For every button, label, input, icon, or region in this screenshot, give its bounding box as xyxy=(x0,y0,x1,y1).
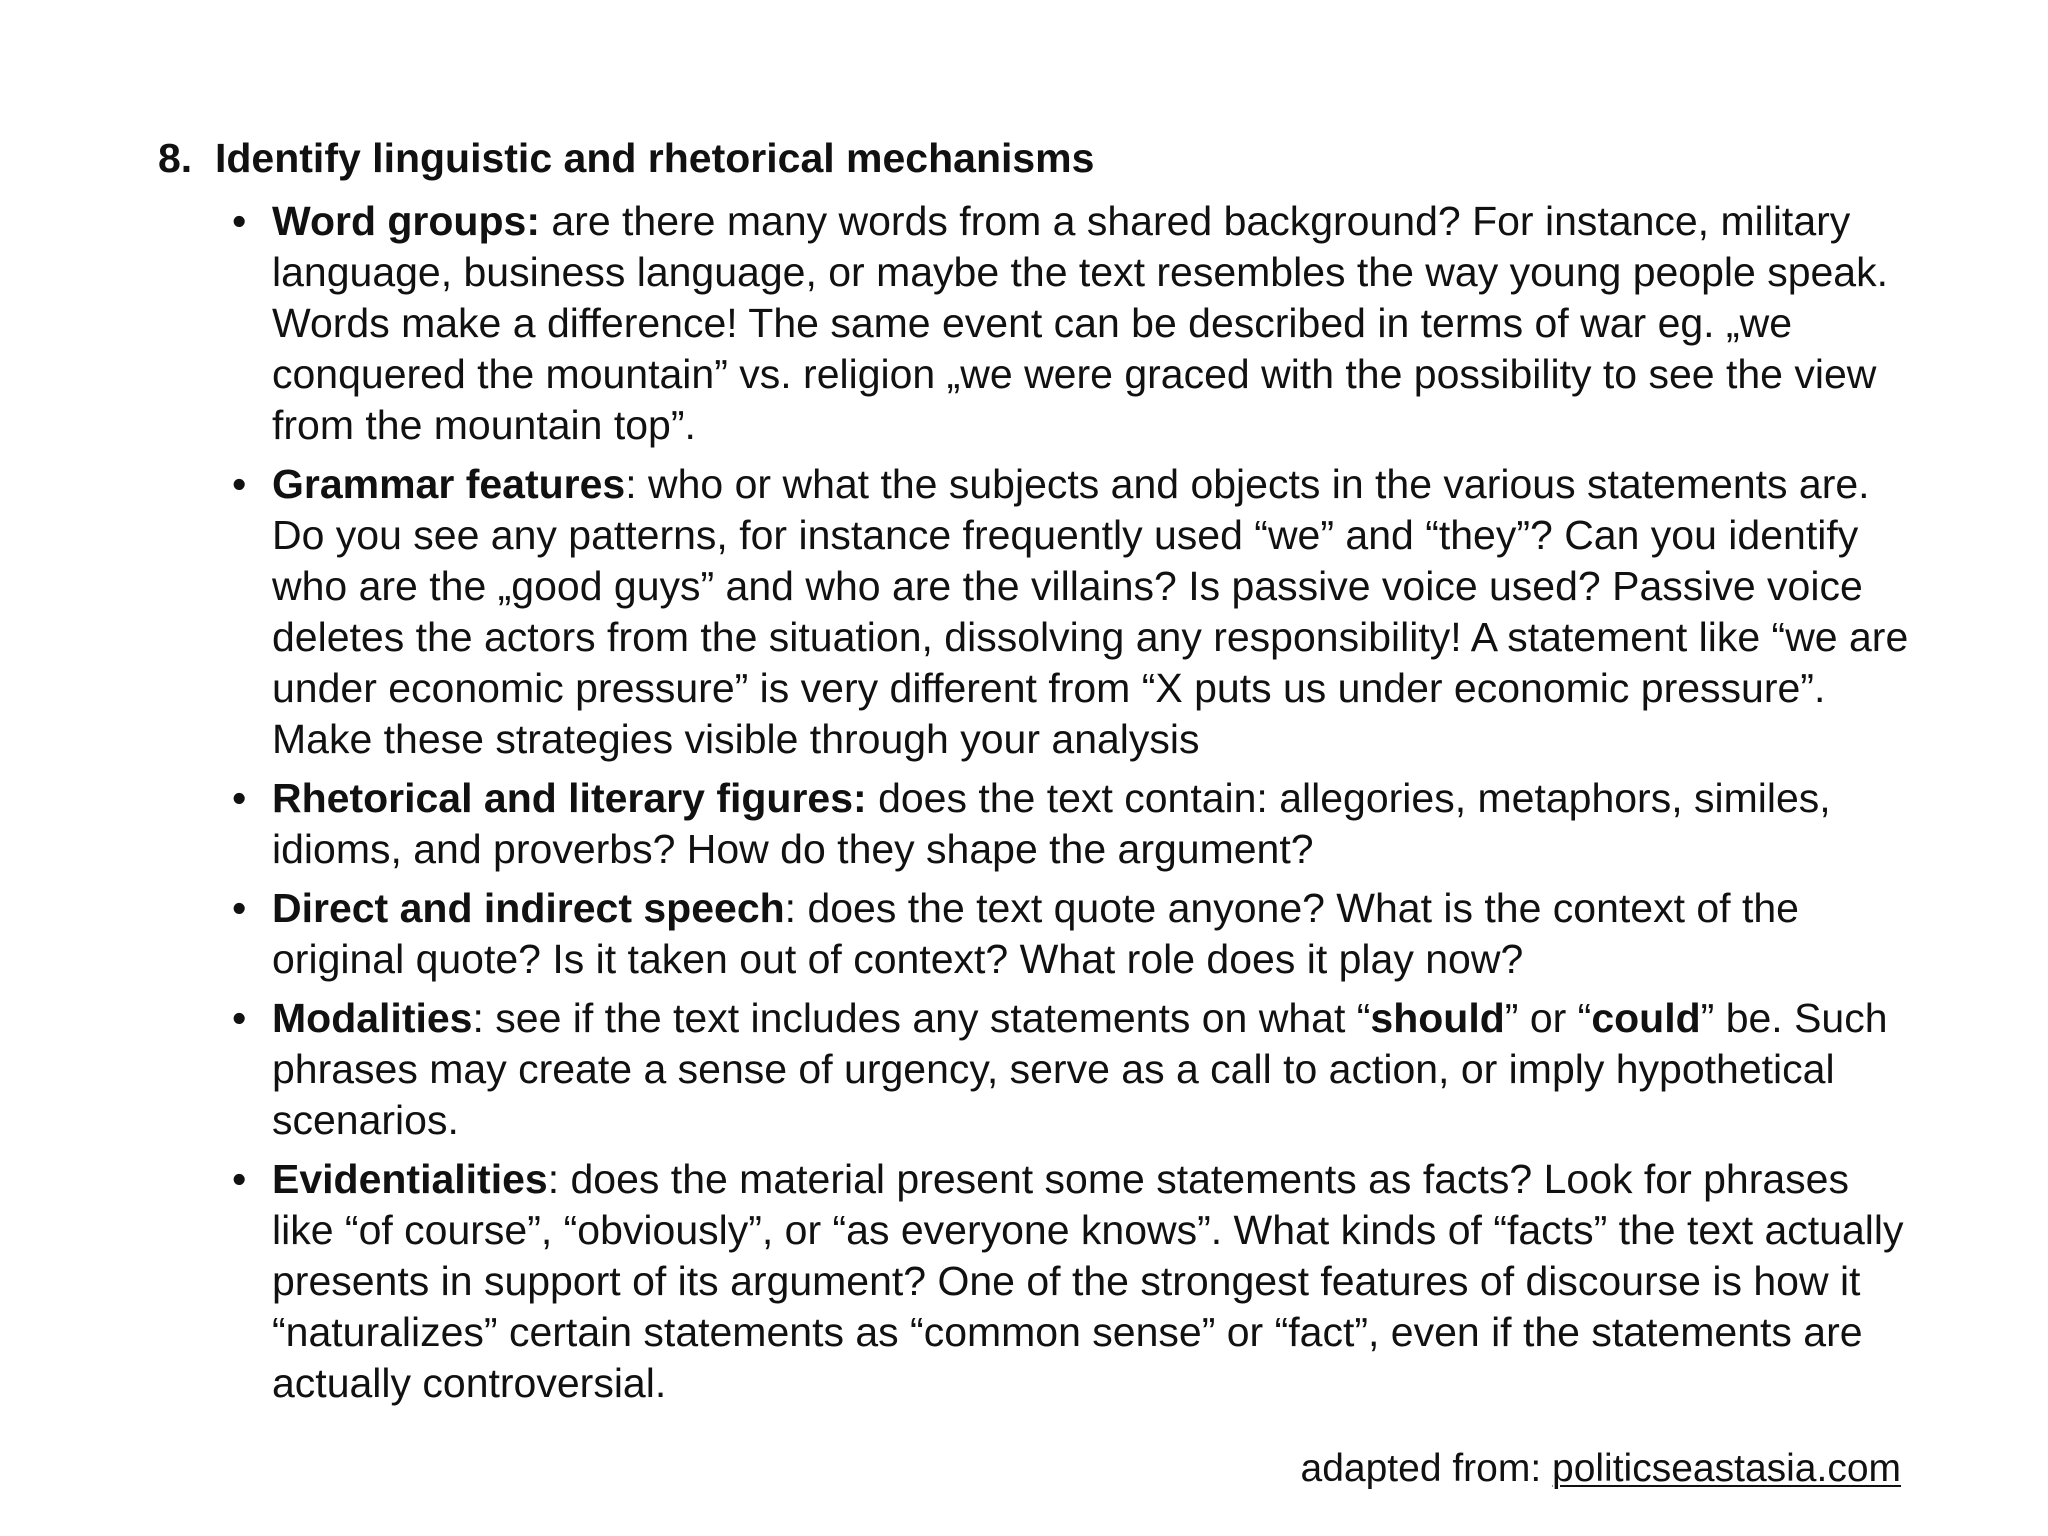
list-item-word-groups xyxy=(0,196,1918,451)
list-item-direct-indirect-speech xyxy=(0,883,1918,985)
item-term: Rhetorical and literary figures: xyxy=(272,775,867,821)
list-item-evidentialities xyxy=(0,1154,1918,1409)
item-term: Direct and indirect speech xyxy=(272,885,785,931)
item-text: ” be. Such phrases may create a sense of urgency, serve as a call to action, or imply hypothetical scenarios. xyxy=(272,995,1888,1143)
item-term: Evidentialities xyxy=(272,1156,548,1202)
item-text: : does the material present some statements as facts? Look for phrases like “of course”, “obviously”, or “as everyone knows”. What kinds of “facts” the text actually presents in support of its argument? One of the strongest features of discourse is how it “naturalizes” certain statements as “common sense” or “fact”, even if the statements are actually controversial. xyxy=(272,1156,1904,1406)
bullet-icon: • xyxy=(232,1156,247,1202)
source-link[interactable]: politicseastasia.com xyxy=(1552,1447,1901,1490)
item-term: Grammar features xyxy=(272,461,626,507)
emphasis-could: could xyxy=(1591,995,1701,1041)
bullet-icon: • xyxy=(232,461,247,507)
bullet-icon: • xyxy=(232,885,247,931)
source-credit xyxy=(1301,1444,1901,1494)
credit-prefix: adapted from: xyxy=(1300,1447,1553,1490)
item-text: are there many words from a shared background? For instance, military language, business language, or maybe the text resembles the way young people speak. Words make a difference! The same event can be described in terms of war eg. „we conquered the mountain” vs. religion „we were graced with the possibility to see the view from the mountain top”. xyxy=(272,198,1888,448)
emphasis-should: should xyxy=(1370,995,1505,1041)
bullet-list xyxy=(0,196,2048,1417)
section-title: Identify linguistic and rhetorical mechanisms xyxy=(215,135,1095,181)
bullet-icon: • xyxy=(232,775,247,821)
item-text: : see if the text includes any statements on what “ xyxy=(472,995,1371,1041)
item-term: Modalities xyxy=(272,995,473,1041)
bullet-icon: • xyxy=(232,995,247,1041)
section-heading xyxy=(158,132,1094,184)
bullet-icon: • xyxy=(232,198,247,244)
list-item-grammar-features xyxy=(0,459,1918,765)
item-text: does the text contain: allegories, metaphors, similes, idioms, and proverbs? How do they shape the argument? xyxy=(272,775,1831,872)
item-text: ” or “ xyxy=(1504,995,1592,1041)
item-term: Word groups: xyxy=(272,198,540,244)
item-text: : who or what the subjects and objects in the various statements are. Do you see any patterns, for instance frequently used “we” and “they”? Can you identify who are the „good guys” and who are the villains? Is passive voice used? Passive voice deletes the actors from the situation, dissolving any responsibility! A statement like “we are under economic pressure” is very different from “X puts us under economic pressure”. Make these strategies visible through your analysis xyxy=(272,461,1909,762)
section-number: 8. xyxy=(158,135,193,181)
item-text: : does the text quote anyone? What is the context of the original quote? Is it taken out of context? What role does it play now? xyxy=(272,885,1799,982)
list-item-rhetorical-figures xyxy=(0,773,1918,875)
list-item-modalities xyxy=(0,993,1918,1146)
